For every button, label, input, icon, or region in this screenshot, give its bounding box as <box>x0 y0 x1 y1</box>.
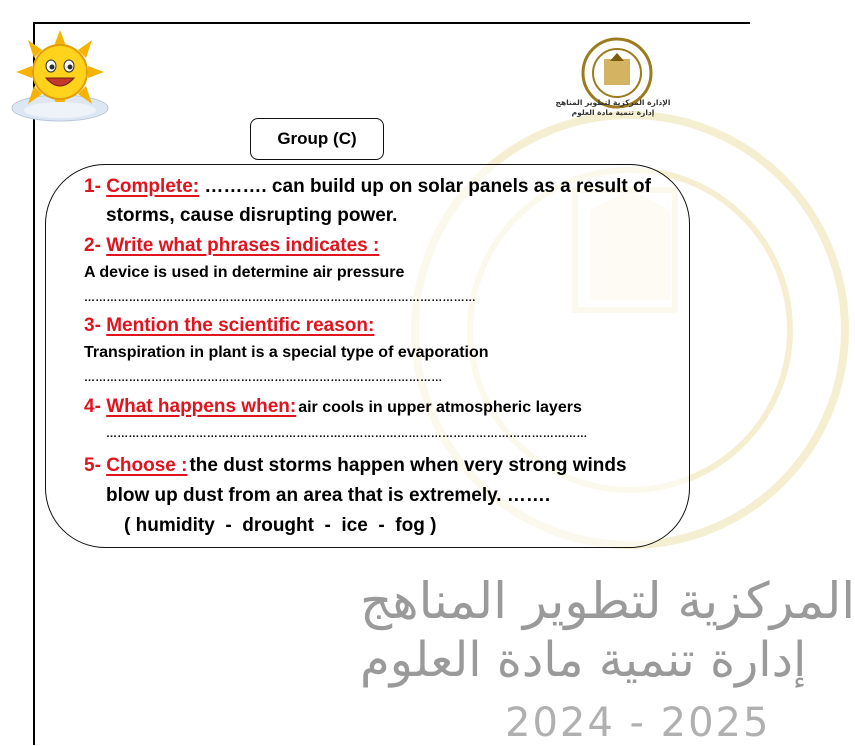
question-2-statement: A device is used in determine air pressure <box>84 264 405 281</box>
sun-cloud-icon <box>8 28 113 123</box>
question-4-text: air cools in upper atmospheric layers <box>298 399 582 416</box>
question-2-number: 2- <box>84 235 101 256</box>
question-4 <box>84 396 582 418</box>
question-5-text: the dust storms happen when very strong winds <box>189 455 627 476</box>
logo-caption-line2: إدارة تنمية مادة العلوم <box>571 108 655 117</box>
question-3 <box>84 315 374 337</box>
group-label: Group (C) <box>277 129 357 148</box>
question-5 <box>84 455 627 477</box>
question-4-number: 4- <box>84 396 101 417</box>
question-3-title: Mention the scientific reason: <box>106 315 375 336</box>
watermark-year: 2024 - 2025 <box>505 700 771 746</box>
question-5-line2: blow up dust from an area that is extremely. ……. <box>106 485 551 506</box>
question-1-title: Complete: <box>106 176 200 197</box>
logo-caption <box>548 98 678 118</box>
question-5-number: 5- <box>84 455 101 476</box>
question-3-statement: Transpiration in plant is a special type of evaporation <box>84 344 489 361</box>
question-2-answer-line: …………………………………………………………………………………………… <box>84 292 476 304</box>
question-2-title: Write what phrases indicates : <box>106 235 380 256</box>
question-4-title: What happens when: <box>106 396 297 417</box>
logo-caption-line1: الإدارة المركزية لتطوير المناهج <box>555 98 671 107</box>
watermark-arabic-line1: المركزية لتطوير المناهج <box>360 572 855 630</box>
question-1 <box>84 176 651 198</box>
question-1-text: ………. can build up on solar panels as a result of <box>199 176 651 197</box>
watermark-arabic-line2: إدارة تنمية مادة العلوم <box>360 632 807 688</box>
question-3-number: 3- <box>84 315 101 336</box>
question-1-line2: storms, cause disrupting power. <box>106 205 398 226</box>
question-4-answer-line: ………………………………………………………………………………………………………………… <box>106 428 588 440</box>
question-1-number: 1- <box>84 176 101 197</box>
group-label-box <box>250 118 384 160</box>
question-3-answer-line: …………………………………………………………………………………… <box>84 372 443 384</box>
question-2 <box>84 235 379 257</box>
question-5-options: ( humidity - drought - ice - fog ) <box>124 515 437 536</box>
question-5-title: Choose : <box>106 455 188 476</box>
